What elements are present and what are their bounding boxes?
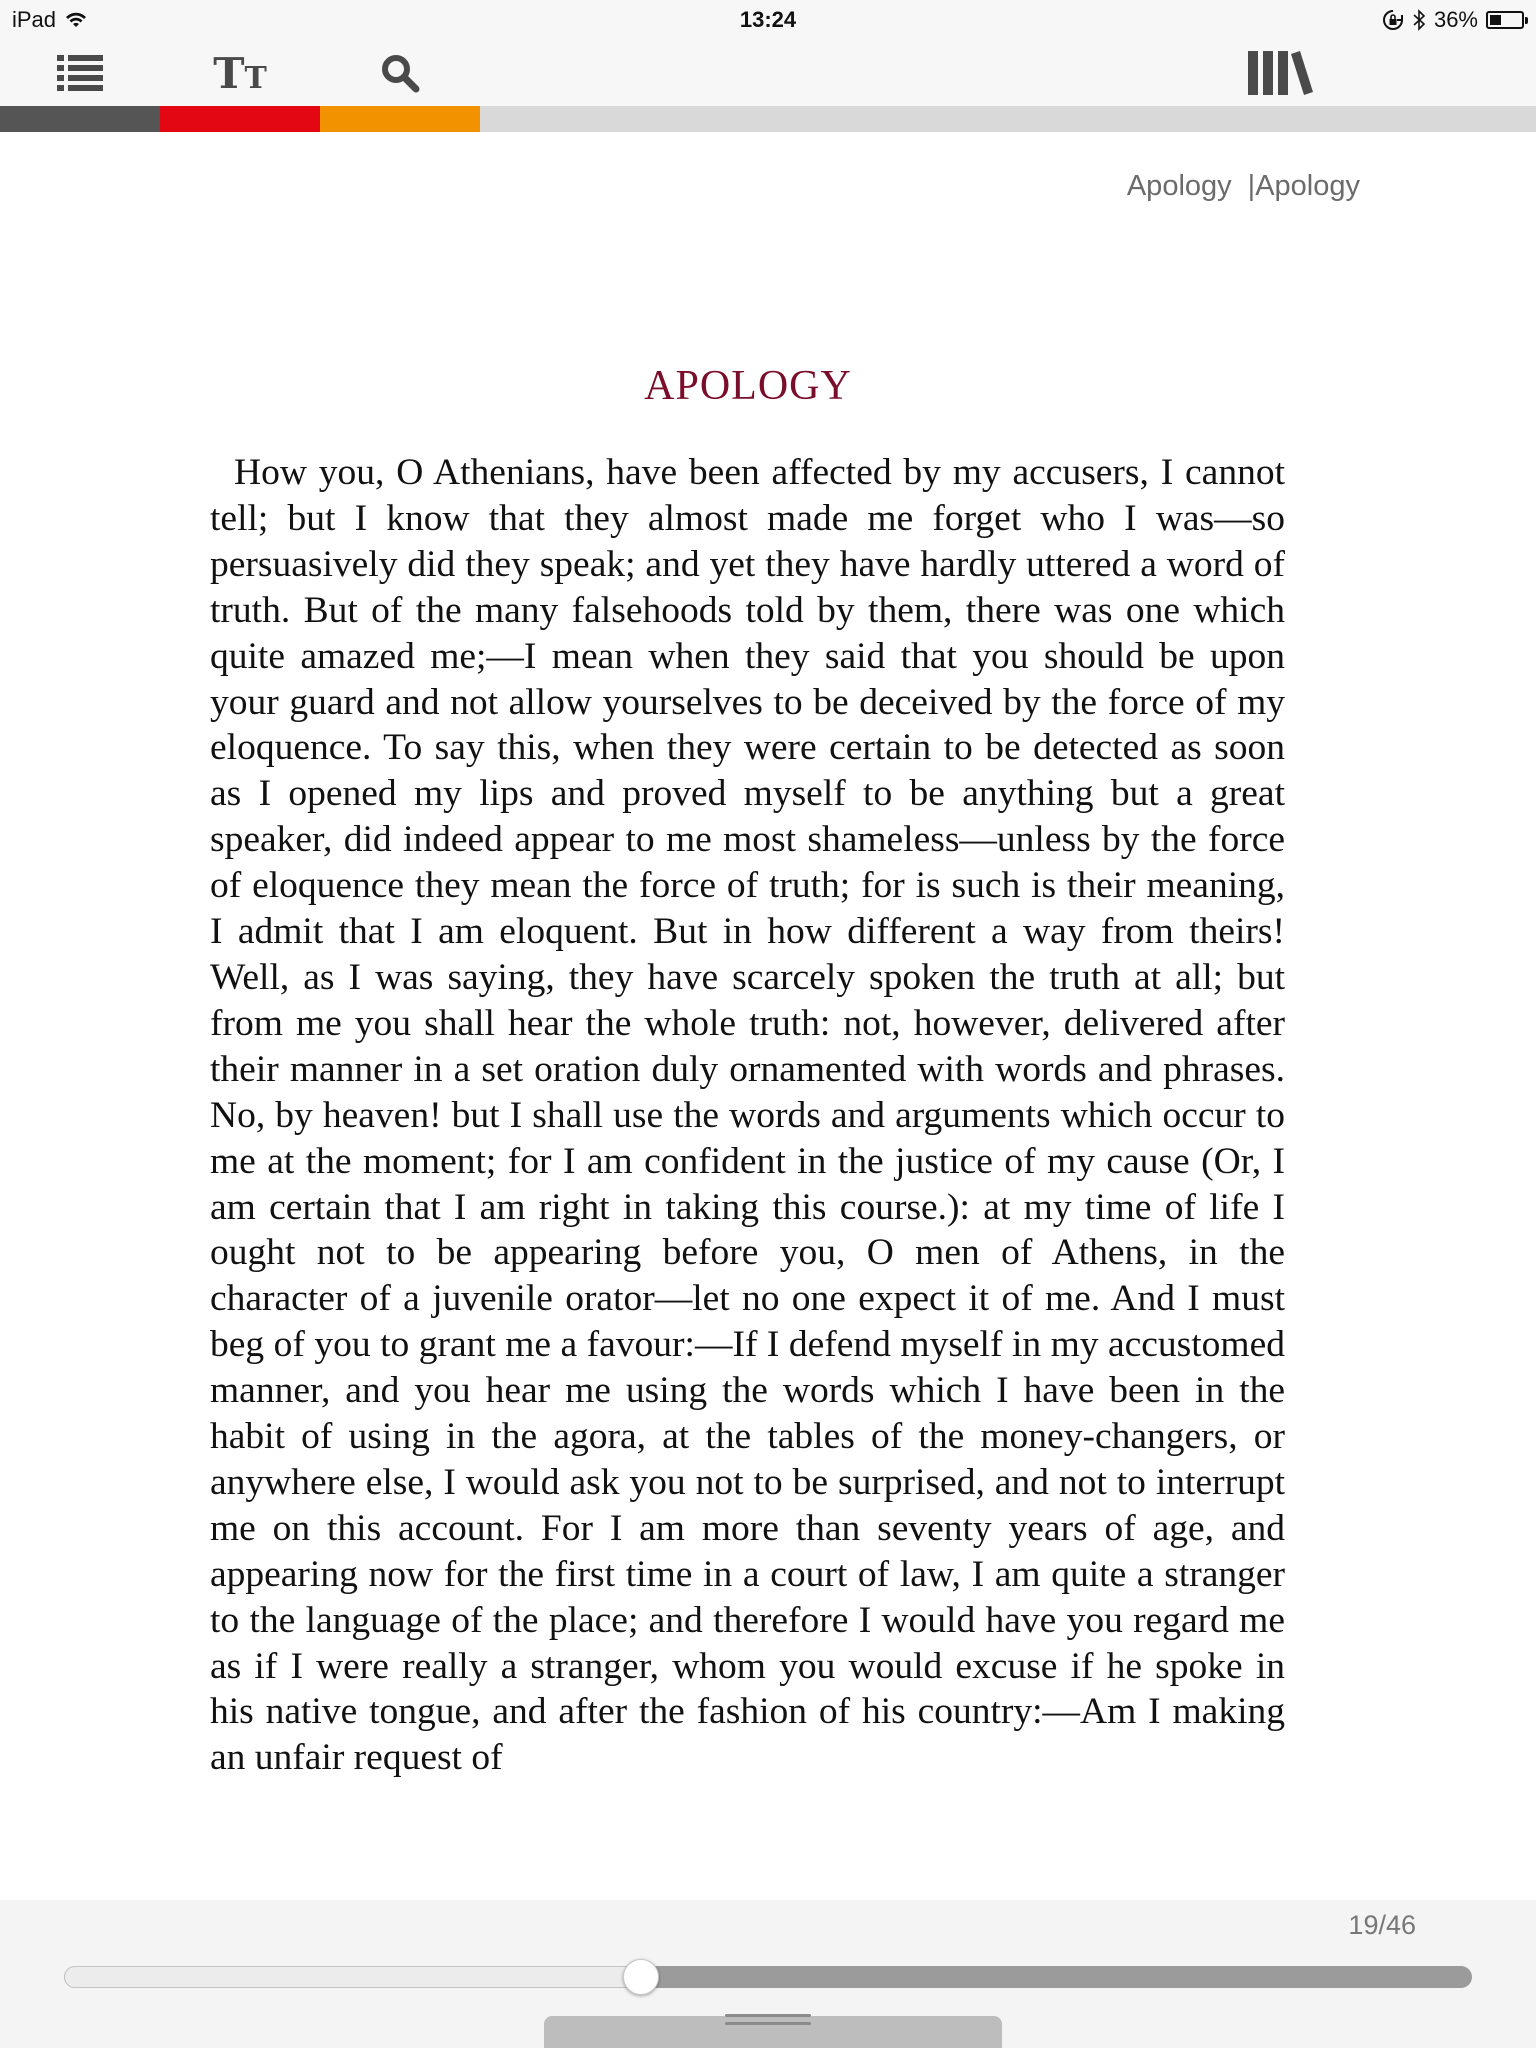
rotation-lock-icon xyxy=(1382,9,1404,31)
table-of-contents-button[interactable] xyxy=(50,40,110,106)
page-slider-track[interactable] xyxy=(64,1966,1472,1988)
text-size-glyph-large: T xyxy=(213,48,245,98)
text-size-icon xyxy=(213,49,267,98)
progress-segment-orange xyxy=(320,106,480,132)
library-button[interactable] xyxy=(1240,40,1320,106)
bluetooth-icon xyxy=(1412,9,1426,31)
handle-line xyxy=(725,2022,811,2025)
reading-progress-strip xyxy=(0,106,1536,132)
status-right xyxy=(1382,7,1524,33)
text-settings-button[interactable] xyxy=(205,40,275,106)
progress-segment-red xyxy=(160,106,320,132)
library-icon xyxy=(1247,50,1313,96)
chapter-heading: APOLOGY xyxy=(644,363,852,409)
body-paragraph: How you, O Athenians, have been affected by my accusers, I cannot tell; but I know that they almost made me forget who I was—so persuasively did they speak; and yet they have hardly uttered a word of truth. But of the many falsehoods told by them, there was one which quite amazed me;—I mean when they said that you should be upon your guard and not allow yourselves to be deceived by the force of my eloquence. To say this, when they were certain to be detected as soon as I opened my lips and proved myself to be anything but a great speaker, did indeed appear to me most shameless—unless by the force of eloquence they mean the force of truth; for is such is their meaning, I admit that I am eloquent. But in how different a way from theirs! Well, as I was saying, they have scarcely spoken the truth at all; but from me you shall hear the whole truth: not, however, delivered after their manner in a set oration duly ornamented with words and phrases. No, by heaven! but I shall use the words and arguments which occur to me at the moment; for I am confident in the justice of my cause (Or, I am certain that I am right in taking this course.): at my time of life I ought not to be appearing before you, O men of Athens, in the character of a juvenile orator—let no one expect it of me. And I must beg of you to grant me a favour:—If I defend myself in my accustomed manner, and you hear me using the words which I have been in the habit of using in the agora, at the tables of the money-changers, or anywhere else, I would ask you not to be surprised, and not to interrupt me on this account. For I am more than seventy years of age, and appearing now for the first time in a court of law, I am quite a stranger to the language of the place; and therefore I would have you regard me as if I were really a stranger, whom you would excuse if he spoke in his native tongue, and after the fashion of his country:—Am I making an unfair request of xyxy=(210,452,1285,1779)
search-button[interactable] xyxy=(370,40,430,106)
page-slider-read-portion xyxy=(64,1966,641,1988)
page-indicator: 19/46 xyxy=(1348,1910,1416,1940)
handle-line xyxy=(725,2014,811,2017)
status-bar xyxy=(0,0,1536,40)
clock: 13:24 xyxy=(739,7,797,32)
device-name: iPad xyxy=(12,7,57,32)
reader-toolbar xyxy=(0,40,1536,106)
text-size-glyph-small: T xyxy=(244,60,267,96)
battery-tip xyxy=(1525,17,1528,24)
chapter-title-header: |Apology xyxy=(1247,170,1360,202)
battery-icon xyxy=(1486,11,1524,29)
list-icon xyxy=(57,54,103,92)
progress-segment-gray xyxy=(0,106,160,132)
running-header xyxy=(1127,170,1360,203)
book-title: Apology xyxy=(1126,170,1232,202)
battery-percentage: 36% xyxy=(1433,7,1478,32)
drawer-handle-icon xyxy=(725,2014,811,2030)
battery-level xyxy=(1490,15,1501,25)
page-slider-thumb[interactable] xyxy=(623,1959,659,1995)
search-icon xyxy=(380,53,420,93)
